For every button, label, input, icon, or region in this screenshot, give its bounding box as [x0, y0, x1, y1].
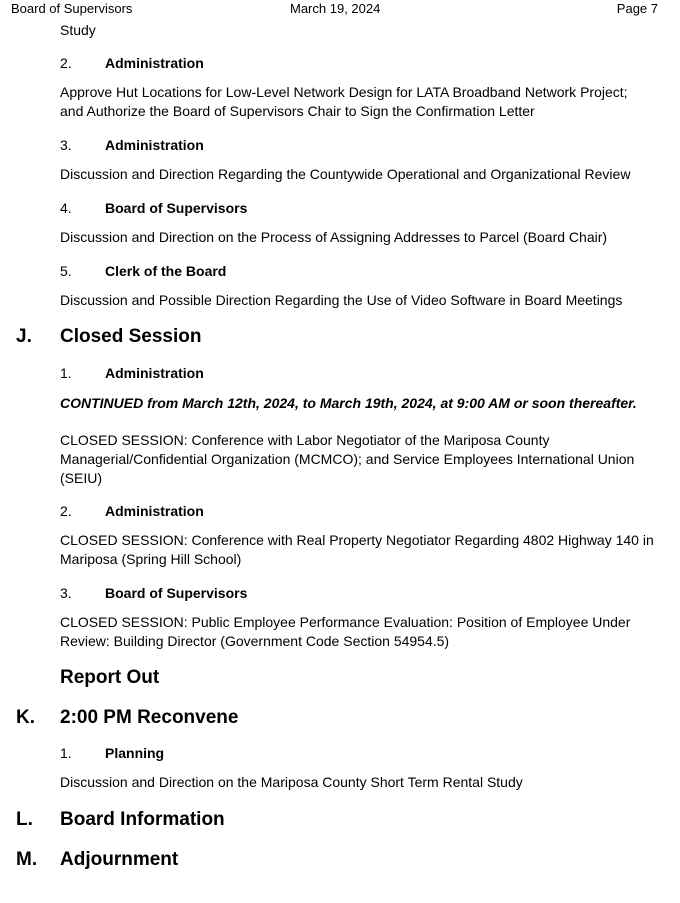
- item-department: Administration: [105, 503, 204, 519]
- item-description-line: Approve Hut Locations for Low-Level Network Design for LATA Broadband Network Project;: [60, 84, 628, 100]
- item-number: 2.: [60, 503, 72, 519]
- item-number: 3.: [60, 585, 72, 601]
- item-number: 3.: [60, 137, 72, 153]
- item-description-line: CLOSED SESSION: Public Employee Performance Evaluation: Position of Employee Under: [60, 614, 631, 630]
- item-department: Administration: [105, 365, 204, 381]
- item-department: Administration: [105, 55, 204, 71]
- item-number: 4.: [60, 200, 72, 216]
- item-description-line: and Authorize the Board of Supervisors Chair to Sign the Confirmation Letter: [60, 103, 535, 119]
- section-letter: J.: [16, 326, 32, 347]
- item-description-line: CLOSED SESSION: Conference with Labor Negotiator of the Mariposa County: [60, 432, 550, 448]
- item-description-line: (SEIU): [60, 470, 102, 486]
- continued-note: CONTINUED from March 12th, 2024, to March 19th, 2024, at 9:00 AM or soon thereafter.: [60, 395, 637, 411]
- report-out-heading: Report Out: [60, 667, 160, 688]
- item-number: 2.: [60, 55, 72, 71]
- header-meeting-date: March 19, 2024: [290, 1, 381, 16]
- section-title: Board Information: [60, 809, 225, 830]
- item-description-line: Review: Building Director (Government Code Section 54954.5): [60, 633, 450, 649]
- header-page-number: Page 7: [616, 1, 658, 16]
- item-number: 1.: [60, 365, 72, 381]
- carryover-text: Study: [60, 22, 96, 38]
- item-department: Board of Supervisors: [105, 585, 248, 601]
- section-letter: L.: [16, 809, 33, 830]
- item-description-line: Managerial/Confidential Organization (MCMCO); and Service Employees International Union: [60, 451, 635, 467]
- item-department: Planning: [105, 745, 165, 761]
- section-letter: M.: [16, 849, 38, 870]
- item-description-line: CLOSED SESSION: Conference with Real Property Negotiator Regarding 4802 Highway 140 in: [60, 532, 654, 548]
- item-department: Board of Supervisors: [105, 200, 248, 216]
- header-board-name: Board of Supervisors: [11, 1, 133, 16]
- item-description-line: Discussion and Direction Regarding the Countywide Operational and Organizational Review: [60, 166, 631, 182]
- item-description-line: Mariposa (Spring Hill School): [60, 551, 242, 567]
- section-title: Adjournment: [60, 849, 179, 870]
- item-description-line: Discussion and Possible Direction Regarding the Use of Video Software in Board Meetings: [60, 292, 623, 308]
- item-department: Administration: [105, 137, 204, 153]
- item-description-line: Discussion and Direction on the Process of Assigning Addresses to Parcel (Board Chair): [60, 229, 608, 245]
- section-title: Closed Session: [60, 326, 202, 347]
- section-title: 2:00 PM Reconvene: [60, 707, 239, 728]
- item-department: Clerk of the Board: [105, 263, 227, 279]
- item-description-line: Discussion and Direction on the Mariposa County Short Term Rental Study: [60, 774, 523, 790]
- item-number: 5.: [60, 263, 72, 279]
- section-letter: K.: [16, 707, 35, 728]
- item-number: 1.: [60, 745, 72, 761]
